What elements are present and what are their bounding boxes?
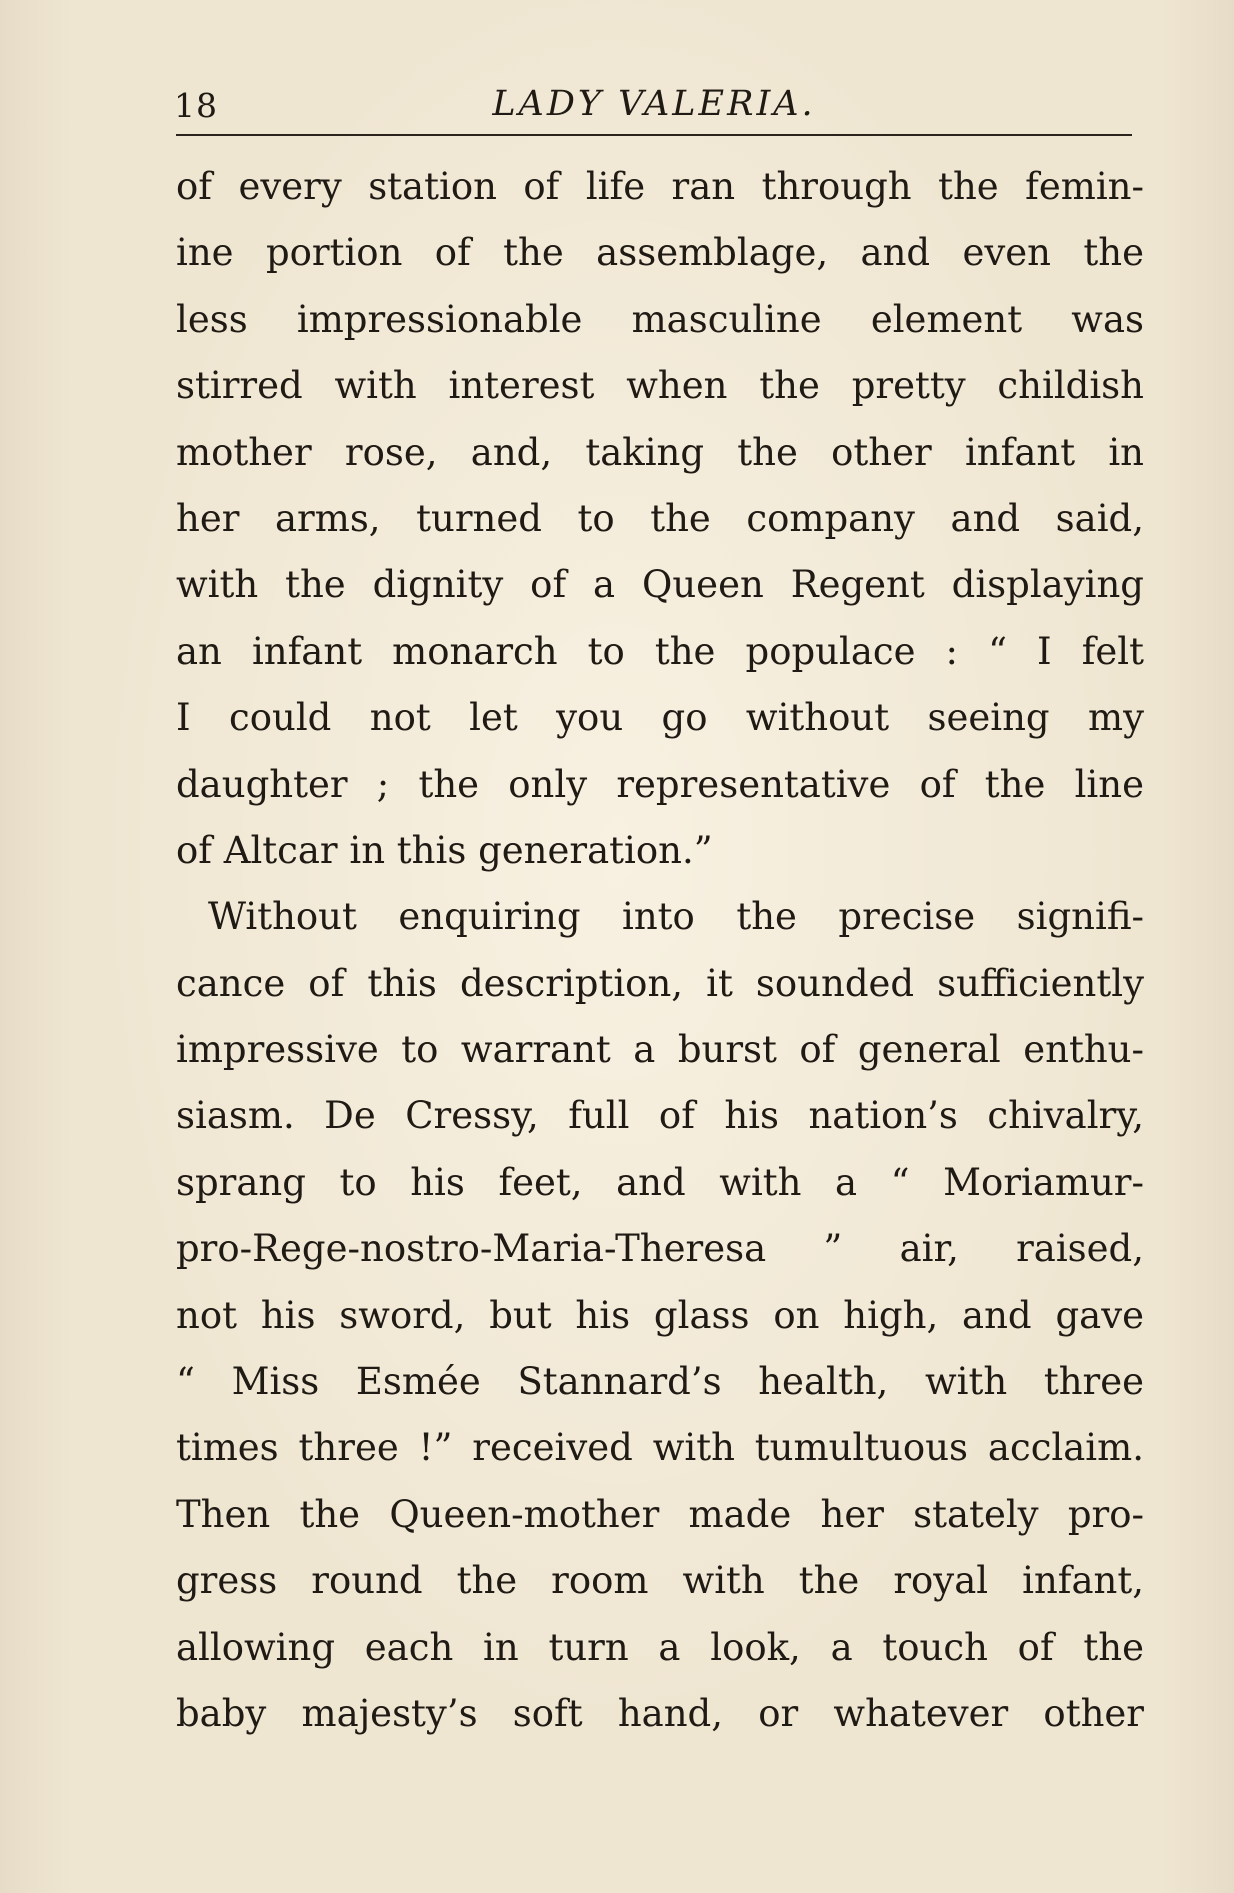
text-line: not his sword, but his glass on high, and gave [176, 1293, 1144, 1337]
running-title: LADY VALERIA. [492, 84, 816, 124]
text-line: stirred with interest when the pretty childish [176, 364, 1144, 408]
text-line: siasm. De Cressy, full of his nation’s chivalry, [176, 1094, 1144, 1138]
text-line: sprang to his feet, and with a “ Moriamur- [176, 1160, 1144, 1204]
text-line: baby majesty’s soft hand, or whatever other [176, 1691, 1144, 1735]
page-header [174, 72, 1134, 132]
text-line: gress round the room with the royal infant, [176, 1559, 1144, 1603]
text-line: impressive to warrant a burst of general enthu- [176, 1028, 1144, 1072]
header-rule [176, 134, 1132, 136]
text-line: times three !” received with tumultuous acclaim. [176, 1426, 1144, 1470]
paragraph-start-line: Without enquiring into the precise signifi- [208, 895, 1144, 939]
text-line: mother rose, and, taking the other infant in [176, 430, 1144, 474]
text-line: of every station of life ran through the femin- [176, 165, 1144, 208]
text-line: ine portion of the assemblage, and even the [176, 231, 1144, 275]
text-line: allowing each in turn a look, a touch of the [176, 1625, 1144, 1669]
text-line: her arms, turned to the company and said, [176, 496, 1144, 540]
text-line: less impressionable masculine element was [176, 297, 1144, 341]
paragraph-end-line: of Altcar in this generation.” [176, 828, 713, 872]
text-line: “ Miss Esmée Stannard’s health, with three [176, 1360, 1144, 1404]
body-text [176, 154, 1144, 1747]
text-line: with the dignity of a Queen Regent displaying [176, 563, 1144, 607]
text-line: I could not let you go without seeing my [176, 696, 1144, 740]
text-line: pro-Rege-nostro-Maria-Theresa ” air, raised, [176, 1227, 1144, 1271]
text-line: Then the Queen-mother made her stately pro- [176, 1492, 1144, 1536]
text-line: daughter ; the only representative of the line [176, 762, 1144, 806]
page-number: 18 [174, 86, 218, 125]
text-line: an infant monarch to the populace : “ I felt [176, 629, 1144, 673]
text-line: cance of this description, it sounded sufficiently [176, 961, 1144, 1005]
